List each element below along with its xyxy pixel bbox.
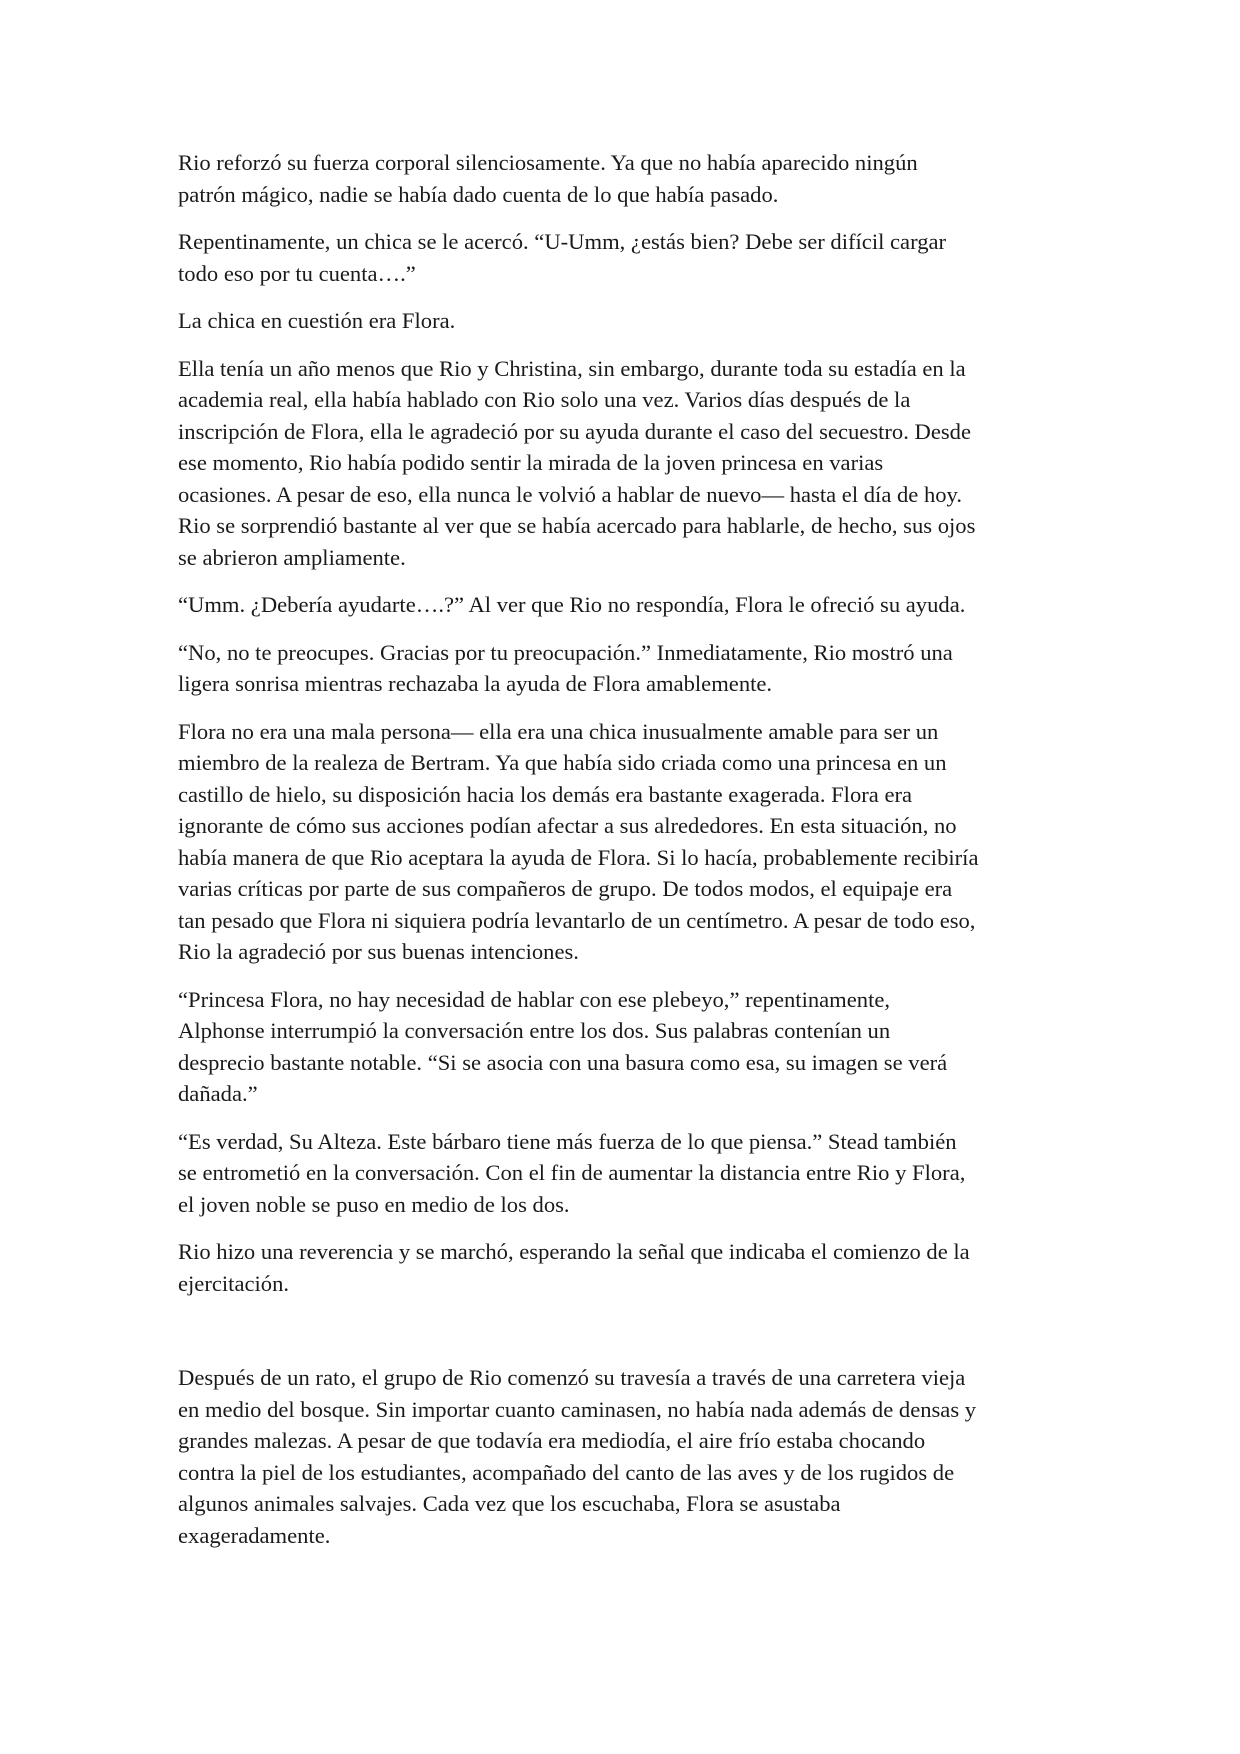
paragraph-4: Ella tenía un año menos que Rio y Christina, sin embargo, durante toda su estadía en la academia real, ella había hablado con Rio solo una vez. Varios días después de la inscripción de Flora, ella le agradeció por su ayuda durante el caso del secuestro. Desde ese momento, Rio había podido sentir la mirada de la joven princesa en varias ocasiones. A pesar de eso, ella nunca le volvió a hablar de nuevo— hasta el día de hoy. Rio se sorprendió bastante al ver que se había acercado para hablarle, de hecho, sus ojos se abrieron ampliamente. — [178, 355, 976, 570]
paragraph-1: Rio reforzó su fuerza corporal silenciosamente. Ya que no había aparecido ningún patrón mágico, nadie se había dado cuenta de lo que había pasado. — [178, 150, 918, 207]
paragraph-5: “Umm. ¿Debería ayudarte….?” Al ver que Rio no respondía, Flora le ofreció su ayuda. — [178, 592, 966, 617]
paragraph-8: “Princesa Flora, no hay necesidad de hablar con ese plebeyo,” repentinamente, Alphonse interrumpió la conversación entre los dos. Sus palabras contenían un desprecio bastante notable. “Si se asocia con una basura como esa, su imagen se verá dañada.” — [178, 986, 948, 1106]
page-body — [178, 147, 1078, 1551]
paragraph-3: La chica en cuestión era Flora. — [178, 308, 456, 333]
paragraph-9: “Es verdad, Su Alteza. Este bárbaro tiene más fuerza de lo que piensa.” Stead también se entrometió en la conversación. Con el fin de aumentar la distancia entre Rio y Flora, el joven noble se puso en medio de los dos. — [178, 1128, 966, 1217]
paragraph-11: Después de un rato, el grupo de Rio comenzó su travesía a través de una carretera vieja en medio del bosque. Sin importar cuanto caminasen, no había nada además de densas y grandes malezas. A pesar de que todavía era mediodía, el aire frío estaba chocando contra la piel de los estudiantes, acompañado del canto de las aves y de los rugidos de algunos animales salvajes. Cada vez que los escuchaba, Flora se asustaba exageradamente. — [178, 1365, 977, 1548]
paragraph-2: Repentinamente, un chica se le acercó. “U-Umm, ¿estás bien? Debe ser difícil cargar todo eso por tu cuenta….” — [178, 229, 947, 286]
paragraph-6: “No, no te preocupes. Gracias por tu preocupación.” Inmediatamente, Rio mostró una ligera sonrisa mientras rechazaba la ayuda de Flora amablemente. — [178, 639, 953, 696]
paragraph-7: Flora no era una mala persona— ella era una chica inusualmente amable para ser un miembro de la realeza de Bertram. Ya que había sido criada como una princesa en un castillo de hielo, su disposición hacia los demás era bastante exagerada. Flora era ignorante de cómo sus acciones podían afectar a sus alrededores. En esta situación, no había manera de que Rio aceptara la ayuda de Flora. Si lo hacía, probablemente recibiría varias críticas por parte de sus compañeros de grupo. De todos modos, el equipaje era tan pesado que Flora ni siquiera podría levantarlo de un centímetro. A pesar de todo eso, Rio la agradeció por sus buenas intenciones. — [178, 718, 979, 964]
paragraph-10: Rio hizo una reverencia y se marchó, esperando la señal que indicaba el comienzo de la ejercitación. — [178, 1239, 970, 1296]
